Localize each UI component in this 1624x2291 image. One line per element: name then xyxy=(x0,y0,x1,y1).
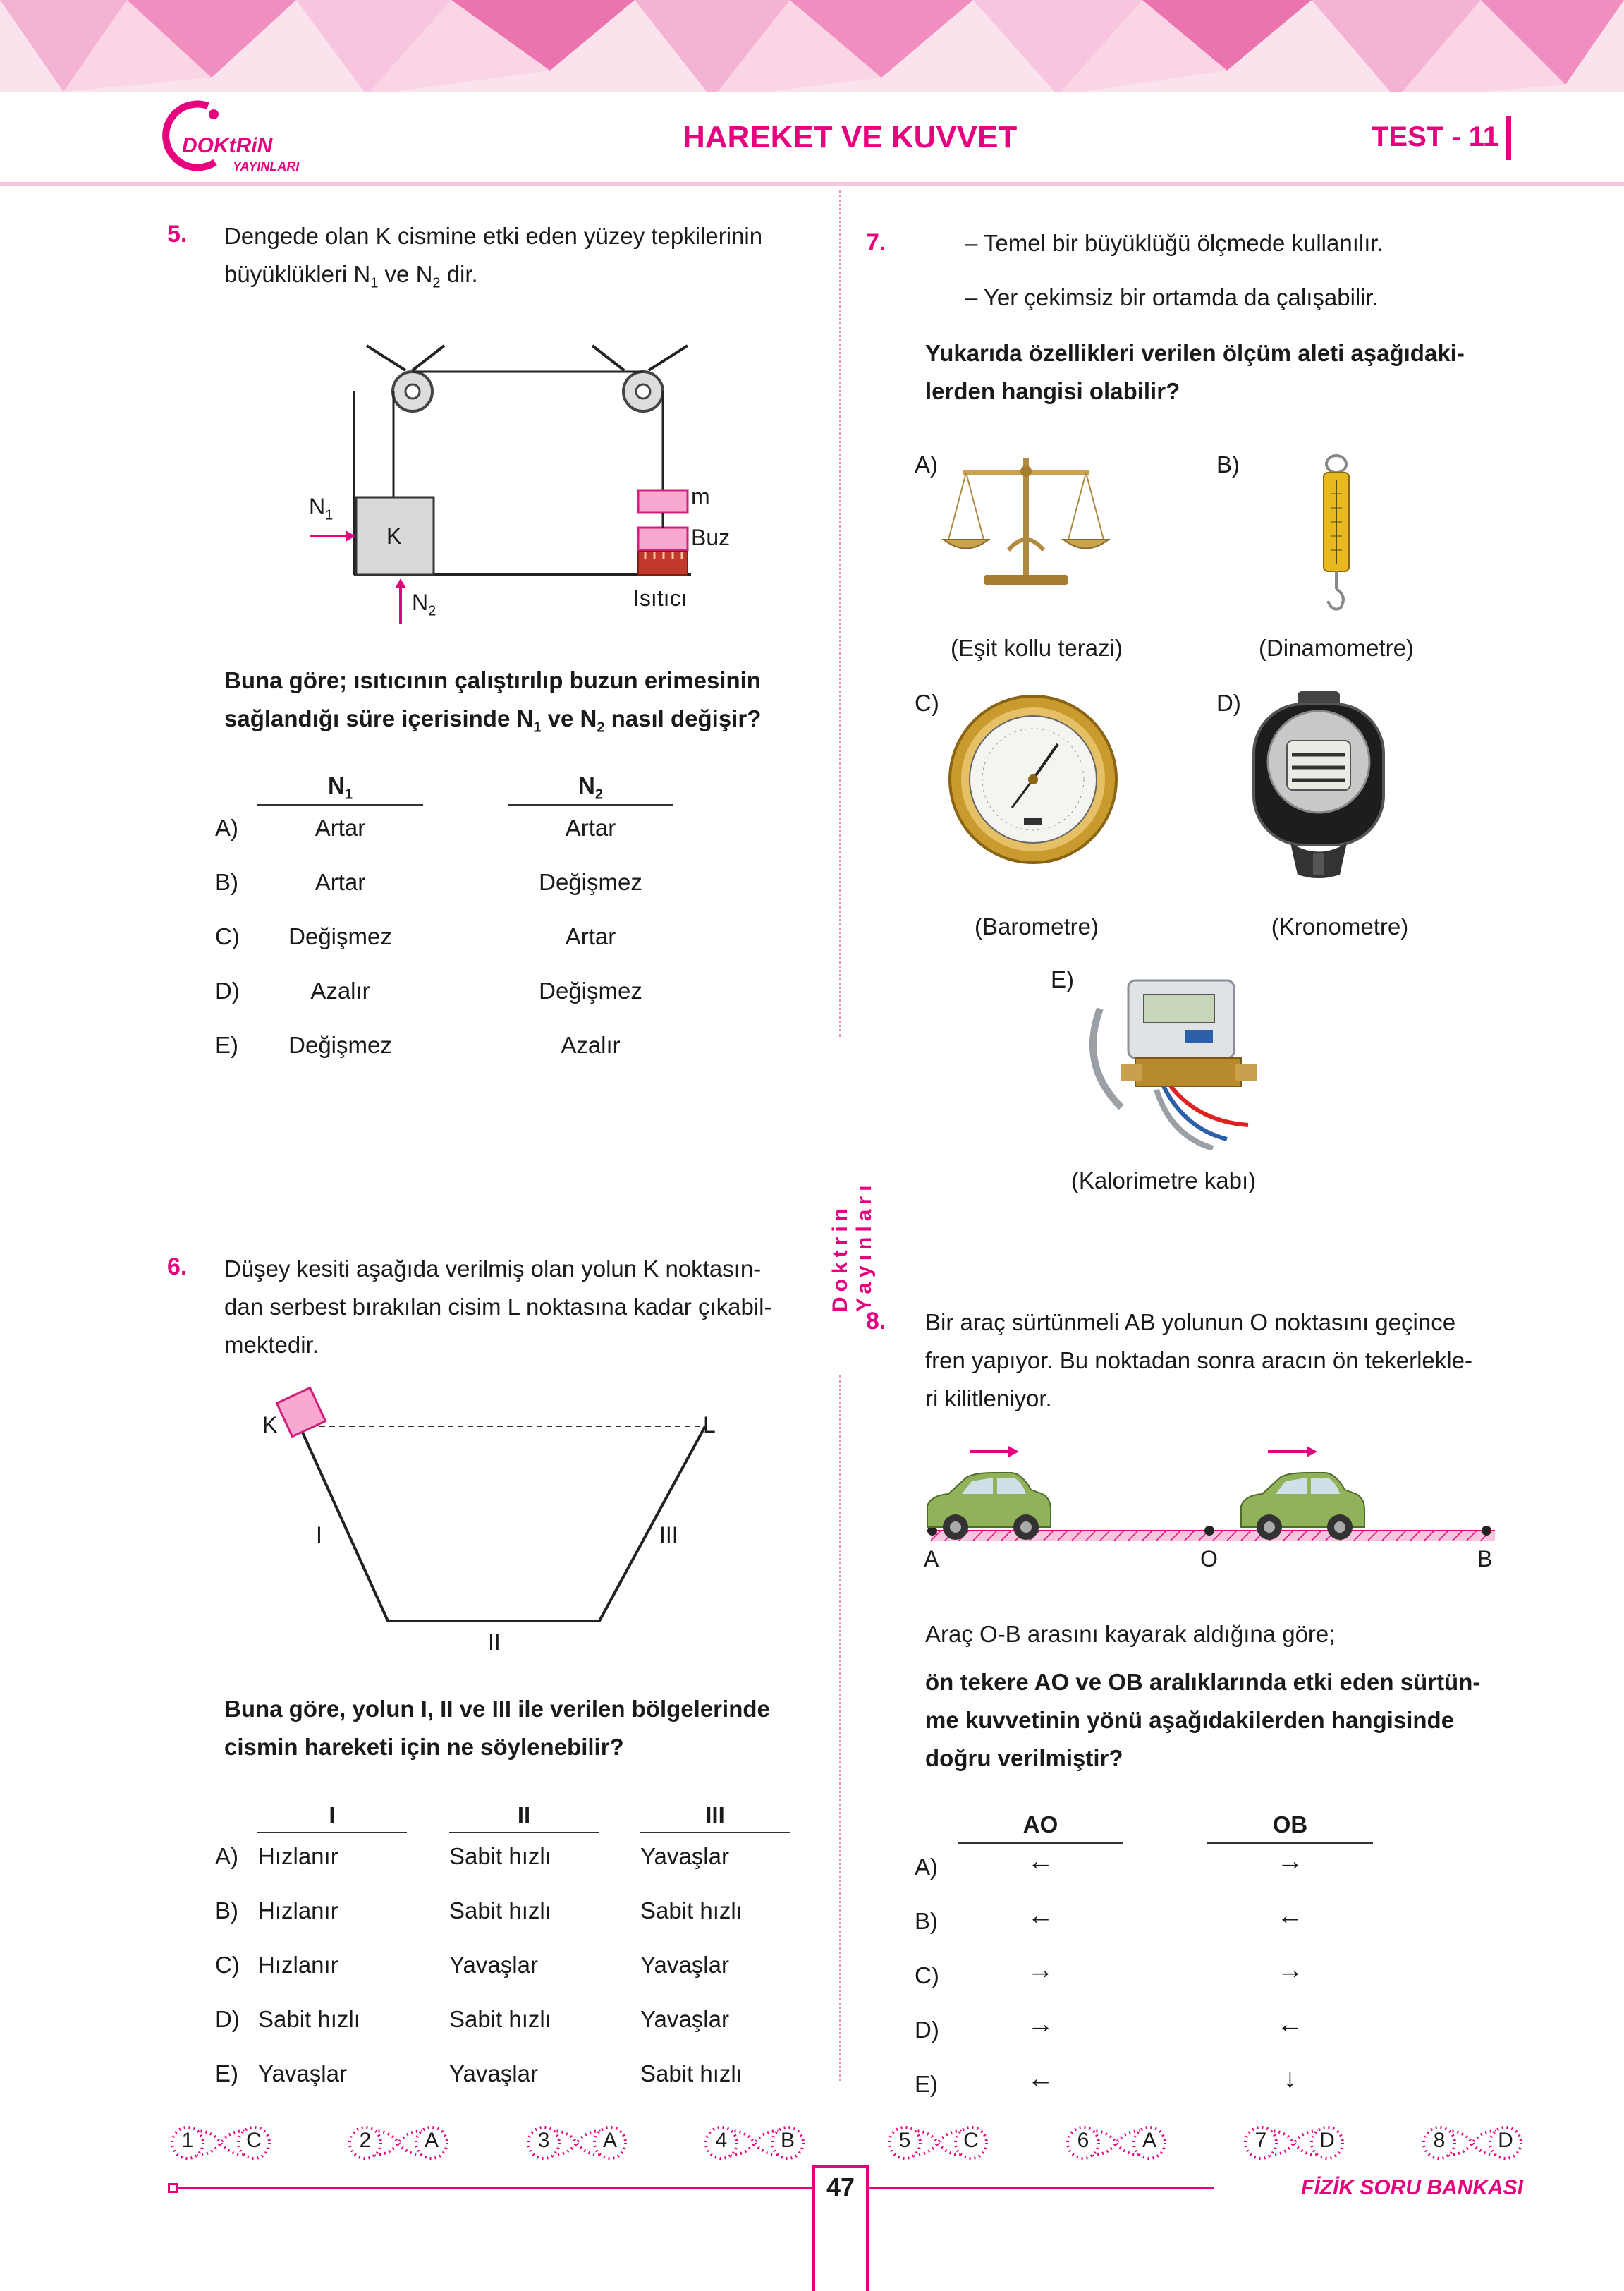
q6-fig-ii: II xyxy=(488,1629,501,1655)
q6-option-a-c3: Yavaşlar xyxy=(640,1843,729,1869)
q8-fig-a: A xyxy=(924,1546,939,1572)
q5-line2: büyüklükleri $N_1$ ve $N_2$ dir. xyxy=(224,261,478,291)
q5-option-a-letter[interactable]: A) xyxy=(215,815,238,841)
answer-key-number: 1 xyxy=(181,2129,194,2152)
answer-key-item xyxy=(885,2123,991,2163)
page-number: 47 xyxy=(826,2172,855,2201)
q6-option-e-c1: Yavaşlar xyxy=(258,2060,347,2086)
q8-col2-header: OB xyxy=(1272,1811,1308,1837)
test-bar xyxy=(1506,116,1511,160)
q8-question-line1: ön tekere AO ve OB aralıklarında etki eden sürtün- xyxy=(925,1669,1481,1695)
q8-fig-o: O xyxy=(1200,1546,1218,1572)
q8-number: 8. xyxy=(866,1308,886,1335)
q6-line2: dan serbest bırakılan cisim L noktasına kadar çıkabil- xyxy=(224,1294,772,1320)
answer-key-item xyxy=(702,2123,807,2163)
answer-key-letter: A xyxy=(1142,2129,1156,2152)
answer-key-letter: A xyxy=(424,2129,439,2152)
q6-fig-i: I xyxy=(316,1522,322,1548)
q5-col1-rule xyxy=(257,804,423,806)
q6-option-a-letter[interactable]: A) xyxy=(215,1843,238,1869)
answer-key-number: 2 xyxy=(359,2129,372,2152)
q7-option-b-letter[interactable]: B) xyxy=(1216,451,1240,478)
q6-col2-header: II xyxy=(517,1802,531,1828)
q6-option-a-c2: Sabit hızlı xyxy=(449,1843,551,1869)
q8-intro: Araç O-B arasını kayarak aldığına göre; xyxy=(925,1621,1336,1647)
q7-option-c-caption: (Barometre) xyxy=(974,913,1099,940)
q5-fig-k: K xyxy=(386,523,402,549)
q5-fig-n2: $N_2$ xyxy=(412,590,436,619)
stopwatch-icon[interactable] xyxy=(1248,691,1389,882)
q5-col1-header: $N_1$ xyxy=(328,772,353,803)
q8-option-d-c2: ← xyxy=(1276,2010,1304,2039)
q7-number: 7. xyxy=(866,229,886,256)
q6-line1: Düşey kesiti aşağıda verilmiş olan yolun K noktasın- xyxy=(224,1256,762,1282)
q8-option-a-letter[interactable]: A) xyxy=(915,1854,938,1880)
footer-rule-left xyxy=(178,2187,812,2189)
q6-option-d-c3: Yavaşlar xyxy=(640,2006,729,2032)
q5-option-c-c1: Değişmez xyxy=(288,923,392,949)
q6-option-d-c2: Sabit hızlı xyxy=(449,2006,551,2032)
q8-option-e-c1: ← xyxy=(1027,2064,1054,2094)
q5-option-b-letter[interactable]: B) xyxy=(215,869,238,895)
q5-option-c-letter[interactable]: C) xyxy=(215,923,240,949)
answer-key-item xyxy=(524,2123,630,2163)
q5-fig-m: m xyxy=(691,484,710,509)
column-divider-bottom xyxy=(839,1375,841,2081)
q6-option-b-letter[interactable]: B) xyxy=(215,1897,238,1924)
page-title: HAREKET VE KUVVET xyxy=(683,120,1018,154)
q6-option-b-c3: Sabit hızlı xyxy=(640,1897,743,1924)
q7-bullet2: – Yer çekimsiz bir ortamda da çalışabilir. xyxy=(965,284,1379,310)
q6-question-line1: Buna göre, yolun I, II ve III ile verilen bölgelerinde xyxy=(224,1696,770,1722)
q5-option-a-c2: Artar xyxy=(565,815,616,841)
q5-fig-buz: Buz xyxy=(691,525,731,550)
q5-option-d-c2: Değişmez xyxy=(539,978,642,1004)
q8-option-b-letter[interactable]: B) xyxy=(915,1908,938,1934)
q6-option-a-c1: Hızlanır xyxy=(258,1843,338,1869)
q5-fig-n1: $N_1$ xyxy=(309,494,334,523)
q6-col1-rule xyxy=(257,1832,407,1833)
car-o-icon xyxy=(1241,1473,1364,1540)
q8-fig-b: B xyxy=(1477,1546,1493,1572)
q5-option-b-c2: Değişmez xyxy=(539,869,642,895)
answer-key-number: 8 xyxy=(1433,2129,1446,2152)
q6-option-b-c1: Hızlanır xyxy=(258,1897,338,1924)
q6-fig-k: K xyxy=(262,1412,278,1438)
balance-scale-icon[interactable] xyxy=(938,451,1114,592)
q6-option-e-c3: Sabit hızlı xyxy=(640,2060,743,2086)
q5-number: 5. xyxy=(167,221,188,248)
answer-key-number: 7 xyxy=(1254,2129,1267,2152)
q7-option-c-letter[interactable]: C) xyxy=(915,690,939,716)
answer-key-item xyxy=(168,2123,274,2163)
test-label: TEST - 11 xyxy=(1372,121,1499,152)
footer-rule-right xyxy=(869,2187,1214,2189)
q6-option-c-c3: Yavaşlar xyxy=(640,1952,729,1978)
q8-option-d-c1: → xyxy=(1027,2010,1054,2039)
q6-option-c-c1: Hızlanır xyxy=(258,1952,338,1978)
answer-key-number: 3 xyxy=(537,2129,550,2152)
q5-question-line1: Buna göre; ısıtıcının çalıştırılıp buzun erimesinin xyxy=(224,667,761,693)
answer-key-letter: C xyxy=(246,2129,262,2152)
q8-option-c-letter[interactable]: C) xyxy=(915,1962,939,1988)
footer-left-marker xyxy=(168,2183,178,2193)
q8-col1-header: AO xyxy=(1022,1811,1058,1837)
answer-key-item xyxy=(1241,2123,1347,2163)
q8-col2-rule xyxy=(1207,1842,1373,1844)
q5-option-b-c1: Artar xyxy=(315,869,366,895)
barometer-icon[interactable] xyxy=(945,691,1121,868)
q5-question-line2: sağlandığı süre içerisinde $N_1$ ve $N_2$ nasıl değişir? xyxy=(224,705,762,736)
answer-key-letter: D xyxy=(1498,2129,1513,2152)
q8-line1: Bir araç sürtünmeli AB yolunun O noktasını geçince xyxy=(925,1309,1456,1335)
header-banner xyxy=(0,0,1624,99)
answer-key-letter: B xyxy=(780,2129,795,2152)
q5-line1: Dengede olan K cismine etki eden yüzey tepkilerinin xyxy=(224,223,763,249)
q6-col3-header: III xyxy=(705,1802,725,1828)
q5-option-c-c2: Artar xyxy=(565,923,616,949)
q8-line2: fren yapıyor. Bu noktadan sonra aracın ön tekerlekle- xyxy=(925,1347,1472,1373)
q8-option-e-letter[interactable]: E) xyxy=(915,2071,938,2097)
answer-key-number: 5 xyxy=(898,2129,911,2152)
q6-option-c-c2: Yavaşlar xyxy=(449,1952,538,1978)
q8-option-c-c2: → xyxy=(1276,1955,1304,1985)
side-brand-text: Doktrin Yayınları xyxy=(829,1180,876,1312)
q5-option-d-c1: Azalır xyxy=(310,978,370,1004)
answer-key-number: 4 xyxy=(715,2129,728,2152)
q7-question-line2: lerden hangisi olabilir? xyxy=(925,378,1180,404)
q6-col1-header: I xyxy=(329,1802,336,1828)
q8-option-a-c2: → xyxy=(1276,1847,1304,1876)
q6-option-e-letter[interactable]: E) xyxy=(215,2060,238,2086)
q5-col2-header: $N_2$ xyxy=(578,772,603,803)
q7-question-line1: Yukarıda özellikleri verilen ölçüm aleti aşağıdaki- xyxy=(925,340,1465,366)
answer-key-letter: C xyxy=(963,2129,979,2152)
q5-option-d-letter[interactable]: D) xyxy=(215,978,240,1004)
car-a-icon xyxy=(927,1473,1051,1540)
q8-option-b-c2: ← xyxy=(1276,1901,1304,1931)
q5-option-e-letter[interactable]: E) xyxy=(215,1032,238,1058)
q7-option-a-caption: (Eşit kollu terazi) xyxy=(951,635,1123,661)
q6-col3-rule xyxy=(640,1832,790,1833)
dynamometer-icon[interactable] xyxy=(1308,451,1364,614)
q8-option-c-c1: → xyxy=(1027,1955,1054,1985)
q8-option-b-c1: ← xyxy=(1027,1901,1054,1931)
q6-line3: mektedir. xyxy=(224,1332,319,1358)
q7-option-d-letter[interactable]: D) xyxy=(1216,690,1241,716)
q7-option-a-letter[interactable]: A) xyxy=(915,451,938,478)
logo-text-top: DOKtRiN xyxy=(182,134,273,157)
q5-fig-isitici: Isıtıcı xyxy=(633,585,688,611)
footer-brand: FİZİK SORU BANKASI xyxy=(1301,2176,1523,2199)
calorimeter-icon[interactable] xyxy=(1079,966,1262,1150)
column-divider-top xyxy=(839,190,841,1037)
q5-option-e-c1: Değişmez xyxy=(288,1032,392,1058)
q7-option-e-letter[interactable]: E) xyxy=(1051,966,1074,992)
q8-question-line2: me kuvvetinin yönü aşağıdakilerden hangisinde xyxy=(925,1707,1455,1733)
q7-option-e-caption: (Kalorimetre kabı) xyxy=(1070,1167,1257,1193)
q8-question-line3: doğru verilmiştir? xyxy=(925,1745,1123,1771)
answer-key-letter: A xyxy=(602,2129,617,2152)
q6-option-d-c1: Sabit hızlı xyxy=(258,2006,360,2032)
answer-key-item xyxy=(346,2123,451,2163)
q8-option-a-c1: ← xyxy=(1027,1847,1054,1876)
answer-key-number: 6 xyxy=(1077,2129,1089,2152)
q6-option-c-letter[interactable]: C) xyxy=(215,1952,240,1978)
q6-question-line2: cismin hareketi için ne söylenebilir? xyxy=(224,1734,624,1760)
answer-key-item xyxy=(1420,2123,1525,2163)
answer-key-item xyxy=(1063,2123,1169,2163)
q8-option-e-c2: ↓ xyxy=(1283,2064,1297,2094)
q8-col1-rule xyxy=(958,1842,1123,1844)
logo-text-bottom: YAYINLARI xyxy=(233,159,300,174)
q6-col2-rule xyxy=(449,1832,599,1833)
q6-fig-iii: III xyxy=(659,1522,678,1548)
q6-option-b-c2: Sabit hızlı xyxy=(449,1897,551,1924)
header-underline xyxy=(0,182,1624,186)
q8-option-d-letter[interactable]: D) xyxy=(915,2017,939,2043)
q7-bullet1: – Temel bir büyüklüğü ölçmede kullanılır. xyxy=(965,230,1384,256)
q6-option-e-c2: Yavaşlar xyxy=(449,2060,538,2086)
q7-option-d-caption: (Kronometre) xyxy=(1271,913,1409,940)
q8-line3: ri kilitleniyor. xyxy=(925,1385,1052,1411)
q7-option-b-caption: (Dinamometre) xyxy=(1258,635,1415,661)
q5-col2-rule xyxy=(508,804,673,806)
q6-number: 6. xyxy=(167,1253,188,1280)
q5-option-e-c2: Azalır xyxy=(561,1032,621,1058)
q6-fig-l: L xyxy=(703,1412,716,1438)
q5-option-a-c1: Artar xyxy=(315,815,366,841)
q6-option-d-letter[interactable]: D) xyxy=(215,2006,240,2032)
answer-key-letter: D xyxy=(1319,2129,1335,2152)
